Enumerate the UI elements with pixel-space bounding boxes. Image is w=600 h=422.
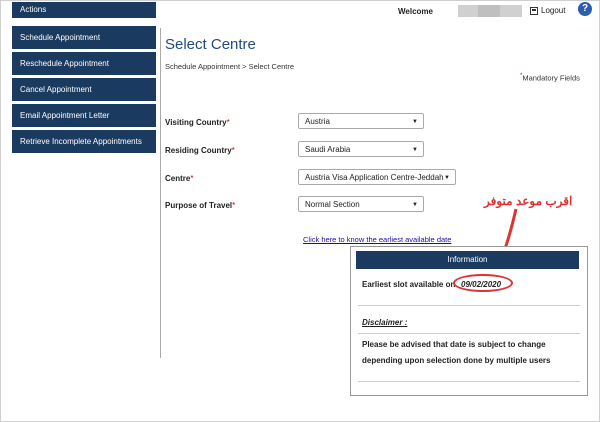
earliest-date-link[interactable]: Click here to know the earliest available date: [303, 235, 452, 244]
disclaimer-line-2: depending upon selection done by multiple users: [362, 356, 551, 365]
centre-label-text: Centre: [165, 174, 191, 183]
mandatory-text: Mandatory Fields: [522, 73, 580, 83]
visiting-country-select[interactable]: [298, 113, 424, 129]
sidebar: [12, 0, 156, 156]
purpose-value: Normal Section: [305, 200, 360, 209]
logout-icon: [530, 7, 538, 15]
disclaimer-line-1: Please be advised that date is subject to change: [362, 340, 546, 349]
divider: [358, 305, 580, 306]
residing-country-select[interactable]: [298, 141, 424, 157]
chevron-down-icon: ▼: [444, 175, 450, 181]
chevron-down-icon: ▼: [412, 147, 418, 153]
sidebar-item-reschedule-appointment[interactable]: Reschedule Appointment: [12, 52, 156, 75]
centre-value: Austria Visa Application Centre-Jeddah: [305, 173, 444, 182]
earliest-slot-date: 09/02/2020: [461, 280, 502, 289]
sidebar-menu: [12, 26, 156, 153]
page-title: Select Centre: [165, 36, 256, 53]
purpose-of-travel-label: [165, 201, 235, 210]
disclaimer-title: Disclaimer :: [362, 318, 408, 327]
highlight-ellipse: [453, 274, 513, 292]
required-mark: *: [231, 146, 235, 155]
logout-button[interactable]: [530, 6, 565, 15]
help-icon[interactable]: ?: [578, 2, 592, 16]
residing-country-value: Saudi Arabia: [305, 145, 351, 154]
centre-select[interactable]: [298, 169, 456, 185]
divider: [358, 333, 580, 334]
visiting-country-label-text: Visiting Country: [165, 118, 227, 127]
sidebar-header: Actions: [12, 2, 156, 18]
centre-label: [165, 174, 193, 183]
residing-country-label: [165, 146, 235, 155]
required-mark: *: [232, 201, 236, 210]
welcome-text: Welcome: [398, 7, 433, 16]
required-mark: *: [190, 174, 194, 183]
breadcrumb: Schedule Appointment > Select Centre: [165, 62, 295, 71]
divider: [160, 28, 161, 358]
chevron-down-icon: ▼: [412, 119, 418, 125]
purpose-label-text: Purpose of Travel: [165, 201, 233, 210]
purpose-of-travel-select[interactable]: [298, 196, 424, 212]
sidebar-item-email-appointment-letter[interactable]: Email Appointment Letter: [12, 104, 156, 127]
username-redacted-part: [478, 5, 500, 17]
chevron-down-icon: ▼: [412, 202, 418, 208]
sidebar-item-schedule-appointment[interactable]: Schedule Appointment: [12, 26, 156, 49]
information-header: Information: [356, 251, 579, 269]
sidebar-item-retrieve-incomplete-appointments[interactable]: Retrieve Incomplete Appointments: [12, 130, 156, 153]
visiting-country-label: [165, 118, 230, 127]
logout-label: Logout: [541, 6, 566, 15]
arabic-annotation: اقرب موعد متوفر: [484, 194, 573, 208]
sidebar-item-cancel-appointment[interactable]: Cancel Appointment: [12, 78, 156, 101]
mandatory-mark: *: [520, 73, 523, 79]
residing-country-label-text: Residing Country: [165, 146, 232, 155]
visiting-country-value: Austria: [305, 117, 330, 126]
divider: [358, 381, 580, 382]
required-mark: *: [226, 118, 230, 127]
earliest-slot-label: Earliest slot available on: [362, 280, 456, 289]
mandatory-fields-note: [520, 73, 580, 83]
